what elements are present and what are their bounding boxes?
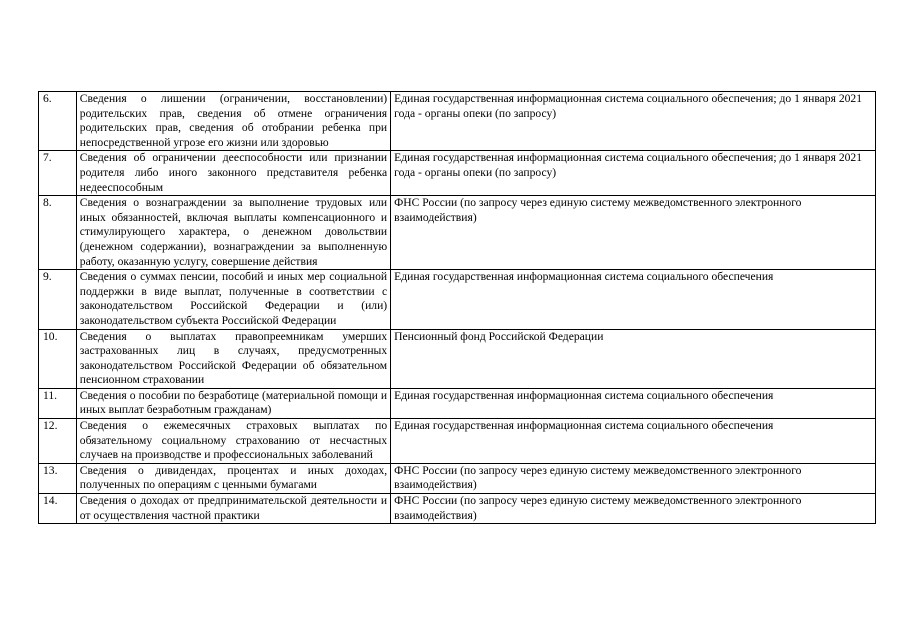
table-row bbox=[39, 196, 876, 270]
information-type-cell: Сведения о дивидендах, процентах и иных доходах, полученных по операциям с ценными бумагами bbox=[76, 463, 390, 493]
information-type-cell: Сведения об ограничении дееспособности или признании родителя либо иного законного представителя ребенка недееспособным bbox=[76, 151, 390, 196]
information-type-cell: Сведения о выплатах правопреемникам умерших застрахованных лиц в случаях, предусмотренных законодательством Российской Федерации об обязательном пенсионном страховании bbox=[76, 329, 390, 388]
information-type-cell: Сведения о суммах пенсии, пособий и иных мер социальной поддержки в виде выплат, полученные в соответствии с законодательством Российской Федерации и (или) законодательством субъекта Российской Федерации bbox=[76, 270, 390, 329]
information-source-cell: Единая государственная информационная система социального обеспечения; до 1 января 2021 года - органы опеки (по запросу) bbox=[391, 92, 876, 151]
information-source-cell: Единая государственная информационная система социального обеспечения bbox=[391, 270, 876, 329]
table-row bbox=[39, 151, 876, 196]
table-row bbox=[39, 419, 876, 464]
row-number: 6. bbox=[39, 92, 77, 151]
row-number: 13. bbox=[39, 463, 77, 493]
row-number: 11. bbox=[39, 388, 77, 418]
table-row bbox=[39, 463, 876, 493]
information-type-cell: Сведения о ежемесячных страховых выплатах по обязательному социальному страхованию от несчастных случаев на производстве и профессиональных заболеваний bbox=[76, 419, 390, 464]
table-row bbox=[39, 494, 876, 524]
information-type-cell: Сведения о вознаграждении за выполнение трудовых или иных обязанностей, включая выплаты компенсационного и стимулирующего характера, о денежном довольствии (денежном содержании), вознаграждении за выполненную работу, оказанную услугу, совершение действия bbox=[76, 196, 390, 270]
row-number: 8. bbox=[39, 196, 77, 270]
row-number: 10. bbox=[39, 329, 77, 388]
row-number: 14. bbox=[39, 494, 77, 524]
information-source-cell: ФНС России (по запросу через единую систему межведомственного электронного взаимодействия) bbox=[391, 494, 876, 524]
information-source-cell: Единая государственная информационная система социального обеспечения bbox=[391, 388, 876, 418]
information-type-cell: Сведения о пособии по безработице (материальной помощи и иных выплат безработным гражданам) bbox=[76, 388, 390, 418]
table-row bbox=[39, 270, 876, 329]
table-row bbox=[39, 329, 876, 388]
information-type-cell: Сведения о доходах от предпринимательской деятельности и от осуществления частной практики bbox=[76, 494, 390, 524]
information-sources-table bbox=[38, 91, 876, 524]
information-source-cell: Пенсионный фонд Российской Федерации bbox=[391, 329, 876, 388]
information-source-cell: Единая государственная информационная система социального обеспечения; до 1 января 2021 года - органы опеки (по запросу) bbox=[391, 151, 876, 196]
row-number: 7. bbox=[39, 151, 77, 196]
information-type-cell: Сведения о лишении (ограничении, восстановлении) родительских прав, сведения об отмене ограничения родительских прав, сведения об отобрании ребенка при непосредственной угрозе его жизни или здоровью bbox=[76, 92, 390, 151]
row-number: 9. bbox=[39, 270, 77, 329]
information-source-cell: Единая государственная информационная система социального обеспечения bbox=[391, 419, 876, 464]
information-source-cell: ФНС России (по запросу через единую систему межведомственного электронного взаимодействия) bbox=[391, 463, 876, 493]
row-number: 12. bbox=[39, 419, 77, 464]
information-source-cell: ФНС России (по запросу через единую систему межведомственного электронного взаимодействия) bbox=[391, 196, 876, 270]
table-row bbox=[39, 92, 876, 151]
table-row bbox=[39, 388, 876, 418]
